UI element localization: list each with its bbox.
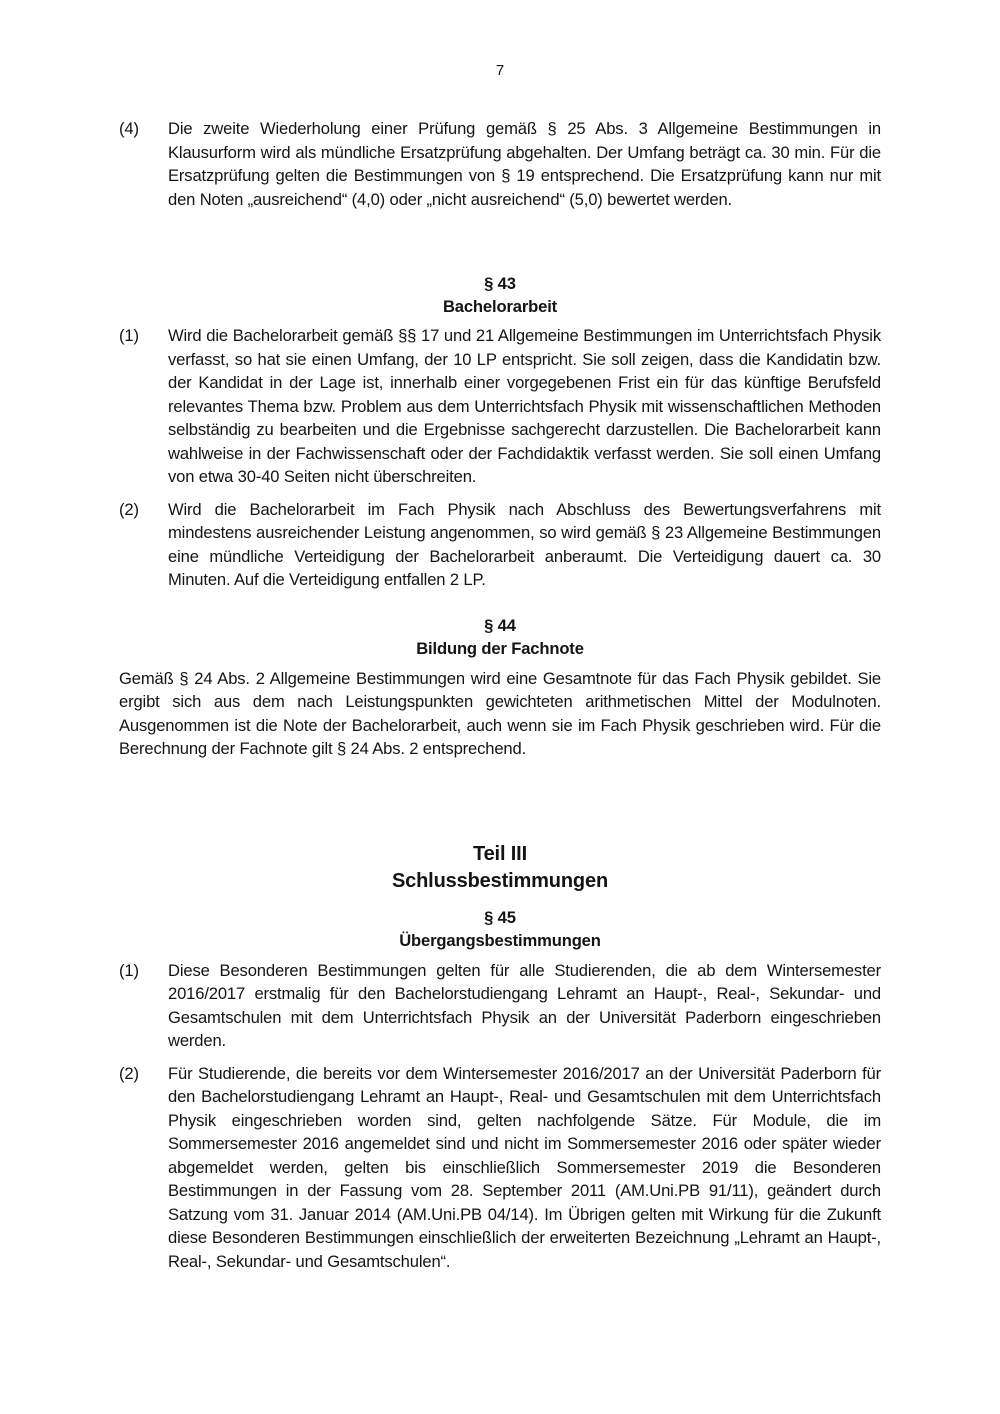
paragraph-text: Für Studierende, die bereits vor dem Wintersemester 2016/2017 an der Universität Paderborn für den Bachelorstudiengang Lehramt an Haupt-, Real- und Gesamtschulen mit dem Unterrichtsfach Physik eingeschrieben worden sind, gelten nachfolgende Sätze. Für Module, die im Sommersemester 2016 angemeldet sind und nicht im Sommersemester 2016 oder später wieder abgemeldet werden, gelten bis einschließlich Sommersemester 2019 die Besonderen Bestimmungen in der Fassung vom 28. September 2011 (AM.Uni.PB 91/11), geändert durch Satzung vom 31. Januar 2014 (AM.Uni.PB 04/14). Im Übrigen gelten mit Wirkung für die Zukunft diese Besonderen Bestimmungen einschließlich der erweiterten Bezeichnung „Lehramt an Haupt-, Real-, Sekundar- und Gesamtschulen“. [168,1063,881,1271]
page-number: 7 [495,62,505,79]
paragraph-text: Die zweite Wiederholung einer Prüfung gemäß § 25 Abs. 3 Allgemeine Bestimmungen in Klausurform wird als mündliche Ersatzprüfung abgehalten. Der Umfang beträgt ca. 30 min. Für die Ersatzprüfung gelten die Bestimmungen von § 19 entsprechend. Die Ersatzprüfung kann nur mit den Noten „ausreichend“ (4,0) oder „nicht ausreichend“ (5,0) bewertet werden. [168,119,881,209]
paragraph-number: (2) [119,499,139,519]
section-45-title: Übergangsbestimmungen [399,930,601,950]
section-43-number: § 43 [484,274,516,293]
section-43-title: Bachelorarbeit [442,297,558,316]
paragraph-number: (4) [119,119,139,138]
paragraph-number: (2) [119,1063,139,1083]
section-43-paragraph-1 [119,324,881,489]
section-45-number: § 45 [484,907,516,927]
paragraph-number: (1) [119,326,139,345]
section-45-paragraph-2 [119,1062,881,1274]
part-3-subtitle: Schlussbestimmungen [391,869,609,892]
paragraph-text: Wird die Bachelorarbeit gemäß §§ 17 und 21 Allgemeine Bestimmungen im Unterrichtsfach Physik verfasst, so hat sie einen Umfang, der 10 LP entspricht. Sie soll zeigen, dass die Kandidatin bzw. der Kandidat in der Lage ist, innerhalb einer vorgegebenen Frist ein für das künftige Berufsfeld relevantes Thema bzw. Problem aus dem Unterrichtsfach Physik mit wissenschaftlichen Methoden selbständig zu bearbeiten und die Ergebnisse sachgerecht darzustellen. Die Bachelorarbeit kann wahlweise in der Fachwissenschaft oder der Fachdidaktik verfasst werden. Sie soll einen Umfang von etwa 30-40 Seiten nicht überschreiten. [168,326,881,486]
paragraph-number: (1) [119,960,139,980]
section-45-paragraph-1 [119,959,881,1053]
section-43-paragraph-2 [119,498,881,592]
document-content [119,117,881,1273]
paragraph-text: Diese Besonderen Bestimmungen gelten für alle Studierenden, die ab dem Wintersemester 2016/2017 erstmalig für den Bachelorstudiengang Lehramt an Haupt-, Real-, Sekundar- und Gesamtschulen mit dem Unterrichtsfach Physik an der Universität Paderborn eingeschrieben werden. [168,960,881,1050]
paragraph-text: Wird die Bachelorarbeit im Fach Physik nach Abschluss des Bewertungsverfahrens mit mindestens ausreichender Leistung angenommen, so wird gemäß § 23 Allgemeine Bestimmungen eine mündliche Verteidigung der Bachelorarbeit anberaumt. Die Verteidigung dauert ca. 30 Minuten. Auf die Verteidigung entfallen 2 LP. [168,499,881,589]
part-3-title: Teil III [473,842,527,865]
section-44-text: Gemäß § 24 Abs. 2 Allgemeine Bestimmungen wird eine Gesamtnote für das Fach Physik gebildet. Sie ergibt sich aus dem nach Leistungspunkten gewichteten arithmetischen Mittel der Modulnoten. Ausgenommen ist die Note der Bachelorarbeit, auch wenn sie im Fach Physik geschrieben wird. Für die Berechnung der Fachnote gilt § 24 Abs. 2 entsprechend. [119,668,881,758]
section-44-title: Bildung der Fachnote [416,638,584,658]
section-44-number: § 44 [484,615,516,635]
paragraph-4 [119,117,881,211]
